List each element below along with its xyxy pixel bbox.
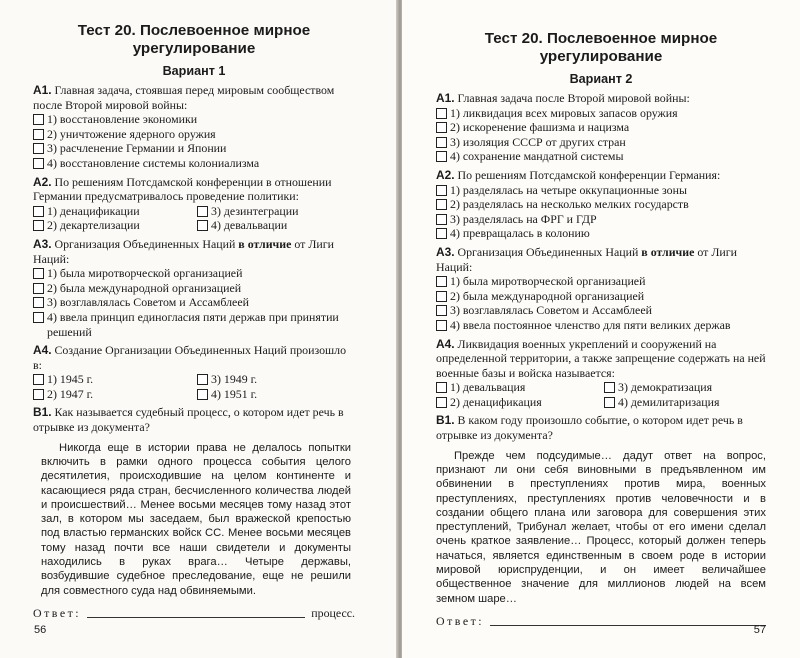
checkbox[interactable]: [436, 199, 447, 210]
answer-option[interactable]: [436, 226, 766, 241]
question-number: А2.: [436, 167, 455, 182]
answer-option[interactable]: [436, 395, 598, 410]
question-text: Ликвидация военных укреплений и сооружений на определенной территории, а также запрещение содержать на ней военные базы и войска называется:: [436, 336, 766, 380]
document-excerpt: Прежде чем подсудимые… дадут ответ на вопрос, признают ли они себя виновными в предъявленном им обвинении в преступлениях против мира, военных преступлениях, преступлениях против человечности и в создании общего плана или заговора для совершения этих преступлений, Трибунал желает, чтобы от его имени сделал очень краткое заявление… Процесс, который должен теперь начаться, является единственным в своем роде в истории мировой юриспруденции, и он имеет величайшее общественное значение для миллионов людей на всем земном шаре…: [436, 449, 766, 605]
checkbox[interactable]: [436, 122, 447, 133]
question-text-tail: от Лиги Наций:: [436, 244, 738, 274]
checkbox[interactable]: [436, 214, 447, 225]
checkbox[interactable]: [436, 108, 447, 119]
question-a1: [33, 83, 355, 112]
question-number: В1.: [436, 413, 455, 428]
checkbox[interactable]: [33, 297, 44, 308]
question-emphasis: в отличие: [238, 236, 292, 251]
option-label: 4) 1951 г.: [211, 386, 258, 401]
answer-option[interactable]: [604, 380, 766, 395]
question-number: А1.: [33, 83, 52, 97]
question-text: По решениям Потсдамской конференции в отношении Германии предусматривалось проведение политики:: [33, 174, 332, 204]
answer-label: Ответ:: [33, 605, 82, 620]
answer-option[interactable]: [436, 197, 766, 212]
option-label: 4) ввела постоянное членство для пяти великих держав: [450, 317, 731, 332]
answer-option[interactable]: [436, 135, 766, 150]
option-label: 2) разделялась на несколько мелких государств: [450, 197, 689, 212]
checkbox[interactable]: [33, 389, 44, 400]
option-label: 2) искоренение фашизма и нацизма: [450, 120, 630, 135]
checkbox[interactable]: [33, 220, 44, 231]
answer-option[interactable]: [436, 183, 766, 198]
answer-option[interactable]: [436, 303, 766, 318]
answer-label: Ответ:: [436, 613, 485, 628]
question-a1: [436, 91, 766, 106]
answer-suffix: процесс.: [311, 605, 355, 620]
answer-option[interactable]: [33, 218, 191, 233]
checkbox[interactable]: [197, 389, 208, 400]
checkbox[interactable]: [436, 382, 447, 393]
question-number: А3.: [33, 236, 52, 251]
answer-option[interactable]: [33, 266, 355, 281]
checkbox[interactable]: [436, 228, 447, 239]
right-page-content: [436, 30, 766, 629]
variant-heading: Вариант 2: [569, 72, 633, 86]
question-text-tail: от Лиги Наций:: [33, 236, 335, 266]
option-label: 4) превращалась в колонию: [450, 226, 590, 241]
question-text: Организация Объединенных Наций: [457, 244, 639, 259]
variant-heading: Вариант 1: [162, 64, 226, 78]
answer-option[interactable]: [436, 120, 766, 135]
question-text: Главная задача после Второй мировой войны:: [457, 91, 690, 105]
answer-option[interactable]: [197, 204, 355, 219]
answer-option[interactable]: [436, 212, 766, 227]
checkbox[interactable]: [197, 206, 208, 217]
checkbox[interactable]: [436, 276, 447, 287]
question-emphasis: в отличие: [641, 244, 695, 259]
question-number: В1.: [33, 405, 52, 420]
right-page: [402, 0, 800, 658]
option-label: 2) денацификация: [450, 394, 542, 409]
answer-option[interactable]: [33, 281, 355, 296]
option-label: 1) 1945 г.: [47, 372, 94, 387]
answer-option[interactable]: [33, 310, 355, 339]
option-label: 3) возглавлялась Советом и Ассамблеей: [450, 303, 652, 318]
option-label: 1) денацификации: [47, 203, 140, 218]
options-grid: [436, 380, 766, 409]
answer-option[interactable]: [33, 295, 355, 310]
question-text: По решениям Потсдамской конференции Германия:: [457, 167, 721, 182]
question-number: А2.: [33, 174, 52, 189]
question-a3: [33, 237, 355, 266]
option-label: 1) девальвация: [450, 380, 526, 395]
answer-option[interactable]: [197, 387, 355, 402]
option-label: 1) восстановление экономики: [47, 112, 198, 127]
option-label: 1) разделялась на четыре оккупационные зоны: [450, 182, 687, 197]
answer-option[interactable]: [436, 289, 766, 304]
answer-option[interactable]: [33, 156, 355, 171]
answer-option[interactable]: [436, 380, 598, 395]
left-page: [0, 0, 398, 658]
answer-line[interactable]: [87, 616, 305, 618]
answer-option[interactable]: [197, 218, 355, 233]
checkbox[interactable]: [436, 305, 447, 316]
answer-option[interactable]: [33, 372, 191, 387]
question-a2: [436, 168, 766, 183]
option-label: 2) была международной организацией: [450, 288, 645, 303]
answer-option[interactable]: [33, 112, 355, 127]
option-label: 3) демократизация: [618, 380, 713, 395]
checkbox[interactable]: [33, 158, 44, 169]
checkbox[interactable]: [436, 397, 447, 408]
answer-row: [436, 614, 766, 629]
answer-line[interactable]: [490, 624, 766, 626]
checkbox[interactable]: [436, 320, 447, 331]
page-number: 57: [753, 624, 766, 636]
question-a3: [436, 245, 766, 274]
answer-option[interactable]: [33, 127, 355, 142]
option-label: 3) возглавлялась Советом и Ассамблеей: [47, 295, 249, 310]
page-title: Тест 20. Послевоенное мирное урегулирование: [484, 30, 718, 65]
checkbox[interactable]: [197, 374, 208, 385]
question-a2: [33, 175, 355, 204]
checkbox[interactable]: [436, 151, 447, 162]
options-grid: [33, 204, 355, 233]
question-text: Создание Организации Объединенных Наций произошло в:: [33, 343, 347, 372]
option-label: 4) восстановление системы колониализма: [47, 155, 260, 170]
checkbox[interactable]: [33, 374, 44, 385]
question-text: В каком году произошло событие, о котором идет речь в отрывке из документа?: [436, 413, 743, 443]
option-label: 4) девальвации: [211, 218, 288, 233]
option-label: 3) разделялась на ФРГ и ГДР: [450, 211, 597, 226]
answer-option[interactable]: [33, 141, 355, 156]
checkbox[interactable]: [33, 268, 44, 279]
question-text: Как называется судебный процесс, о котором идет речь в отрывке из документа?: [33, 405, 344, 435]
answer-row: [33, 606, 355, 621]
option-label: 3) расчленение Германии и Японии: [47, 141, 227, 156]
question-text: Главная задача, стоявшая перед мировым сообществом после Второй мировой войны:: [33, 83, 335, 112]
answer-option[interactable]: [436, 106, 766, 121]
option-label: 4) ввела принцип единогласия пяти держав при принятии решений: [47, 309, 339, 339]
option-label: 1) ликвидация всех мировых запасов оружия: [450, 105, 678, 120]
checkbox[interactable]: [33, 129, 44, 140]
option-label: 4) демилитаризация: [618, 394, 720, 409]
page-title: Тест 20. Послевоенное мирное урегулирование: [77, 22, 311, 57]
answer-option[interactable]: [436, 149, 766, 164]
page-number: 56: [34, 624, 47, 636]
question-number: А4.: [436, 336, 455, 351]
checkbox[interactable]: [604, 397, 615, 408]
left-page-content: [33, 22, 355, 621]
checkbox[interactable]: [33, 143, 44, 154]
question-b1: [436, 413, 766, 442]
option-label: 1) была миротворческой организацией: [47, 266, 243, 281]
option-label: 3) 1949 г.: [211, 372, 258, 387]
answer-option[interactable]: [33, 387, 191, 402]
checkbox[interactable]: [436, 291, 447, 302]
options-grid: [33, 372, 355, 401]
checkbox[interactable]: [33, 312, 44, 323]
checkbox[interactable]: [197, 220, 208, 231]
question-a4: [436, 337, 766, 381]
option-label: 4) сохранение мандатной системы: [450, 149, 624, 164]
question-a4: [33, 343, 355, 372]
answer-option[interactable]: [436, 274, 766, 289]
answer-option[interactable]: [604, 395, 766, 410]
question-text: Организация Объединенных Наций: [54, 236, 236, 251]
checkbox[interactable]: [604, 382, 615, 393]
checkbox[interactable]: [33, 283, 44, 294]
option-label: 2) декартелизации: [47, 218, 140, 233]
question-b1: [33, 405, 355, 434]
option-label: 3) изоляция СССР от других стран: [450, 134, 626, 149]
option-label: 2) 1947 г.: [47, 386, 94, 401]
answer-option[interactable]: [197, 372, 355, 387]
answer-option[interactable]: [33, 204, 191, 219]
question-number: А1.: [436, 91, 455, 105]
question-number: А3.: [436, 244, 455, 259]
option-label: 2) была международной организацией: [47, 280, 242, 295]
checkbox[interactable]: [436, 137, 447, 148]
option-label: 2) уничтожение ядерного оружия: [47, 126, 216, 141]
option-label: 1) была миротворческой организацией: [450, 274, 646, 289]
checkbox[interactable]: [436, 185, 447, 196]
answer-option[interactable]: [436, 318, 766, 333]
checkbox[interactable]: [33, 114, 44, 125]
checkbox[interactable]: [33, 206, 44, 217]
question-number: А4.: [33, 343, 52, 358]
option-label: 3) дезинтеграции: [211, 203, 299, 218]
document-excerpt: Никогда еще в истории права не делалось попытки включить в рамки одного процесса события целого десятилетия, происходившие на целом континенте и касающиеся ряда стран, бесчисленного количества людей и происшествий… Менее восьми месяцев тому назад этот зал, в котором мы заседаем, был вражеской крепостью под властью германских войск СС. Менее восьми месяцев тому назад почти все наши свидетели и документы находились в руках врага… Четыре державы, возбудившие судебное преследование, еще не решили для совместного суда над обвиняемыми.: [41, 441, 351, 597]
